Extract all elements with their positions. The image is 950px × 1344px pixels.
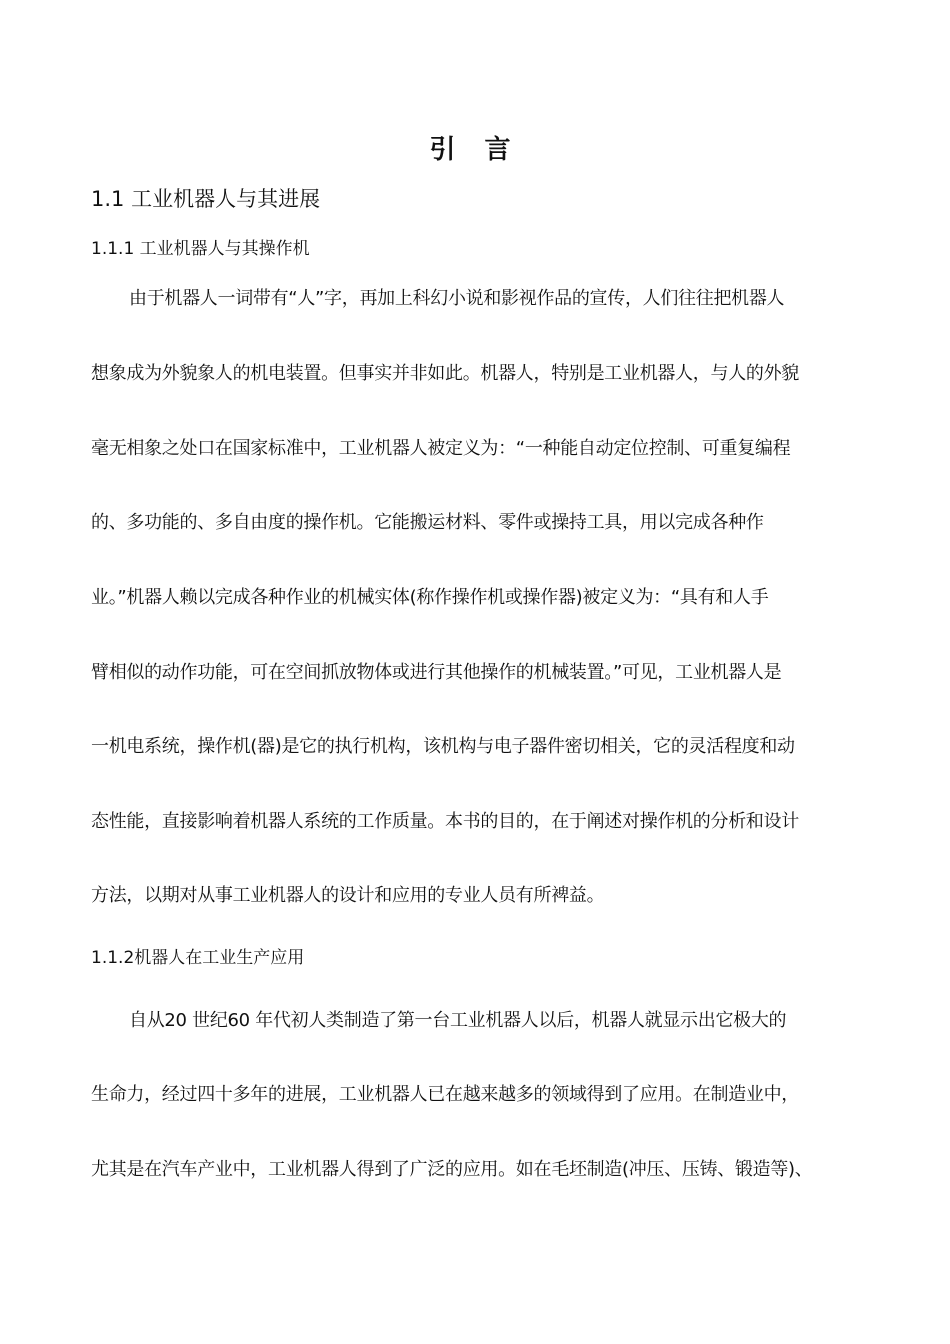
- paragraph-line: 想象成为外貌象人的机电装置。但事实并非如此。机器人，特别是工业机器人，与人的外貌: [91, 363, 799, 384]
- subsection-heading: 1.1.2机器人在工业生产应用: [91, 948, 305, 968]
- page-title: 引 言: [429, 135, 521, 165]
- paragraph-line: 方法，以期对从事工业机器人的设计和应用的专业人员有所裨益。: [91, 885, 605, 906]
- paragraph-line: 态性能，直接影响着机器人系统的工作质量。本书的目的，在于阐述对操作机的分析和设计: [91, 811, 799, 832]
- paragraph-line: 业。”机器人赖以完成各种作业的机械实体(称作操作机或操作器)被定义为：“具有和人手: [91, 587, 769, 608]
- paragraph-line: 由于机器人一词带有“人”字，再加上科幻小说和影视作品的宣传，人们往往把机器人: [129, 288, 785, 309]
- subsection-heading: 1.1.1 工业机器人与其操作机: [91, 239, 310, 259]
- paragraph-line: 的、多功能的、多自由度的操作机。它能搬运材料、零件或操持工具，用以完成各种作: [91, 512, 764, 533]
- paragraph-line: 生命力，经过四十多年的进展，工业机器人已在越来越多的领域得到了应用。在制造业中，: [91, 1084, 799, 1105]
- paragraph-line: 尤其是在汽车产业中，工业机器人得到了广泛的应用。如在毛坯制造(冲压、压铸、锻造等)、: [91, 1159, 813, 1180]
- section-heading: 1.1 工业机器人与其进展: [91, 187, 321, 211]
- paragraph-line: 毫无相象之处口在国家标准中，工业机器人被定义为：“一种能自动定位控制、可重复编程: [91, 438, 791, 459]
- paragraph-line: 一机电系统，操作机(器)是它的执行机构，该机构与电子器件密切相关，它的灵活程度和动: [91, 736, 795, 757]
- paragraph-line: 臂相似的动作功能，可在空间抓放物体或进行其他操作的机械装置。”可见，工业机器人是: [91, 662, 782, 683]
- paragraph-line: 自从20 世纪60 年代初人类制造了第一台工业机器人以后，机器人就显示出它极大的: [129, 1010, 787, 1031]
